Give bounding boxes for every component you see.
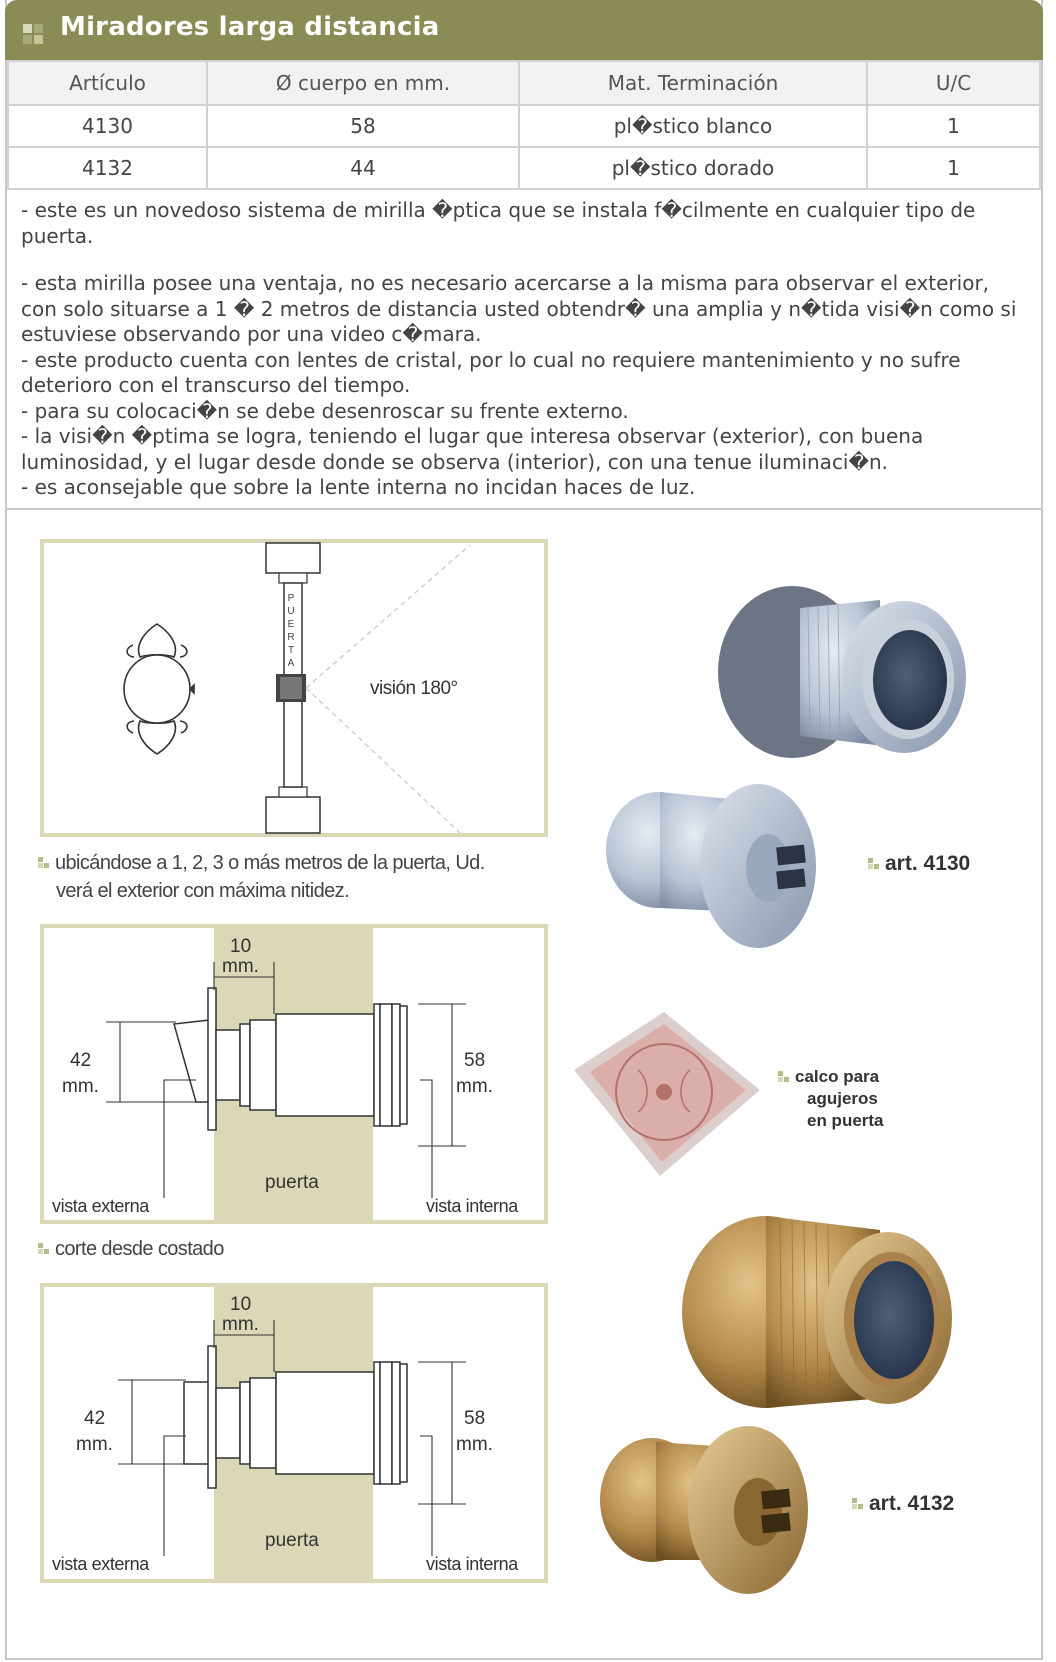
product-label-4132: art. 4132 <box>852 1492 954 1516</box>
bullet-squares-icon <box>868 858 881 871</box>
bullet-squares-icon <box>38 857 51 870</box>
description-paragraph: - esta mirilla posee una ventaja, no es necesario acercarse a la misma para observar el exterior, con solo situarse a 1 � 2 metros de distancia usted obtendr� una amplia y n�tida visi�n como si estuviese observando por una video c�mara. <box>21 271 1017 346</box>
caption-top-view: ubicándose a 1, 2, 3 o más metros de la puerta, Ud. <box>38 852 485 875</box>
dim-58-unit: mm. <box>456 1076 493 1097</box>
page-title: Miradores larga distancia <box>60 12 440 42</box>
dim-10-unit: mm. <box>222 1314 259 1335</box>
dim-42-unit: mm. <box>76 1434 113 1455</box>
caption-top-view-line2: verá el exterior con máxima nitidez. <box>56 880 349 902</box>
product-4130-large-image <box>718 586 966 758</box>
cell-material: pl�stico dorado <box>519 147 867 189</box>
description-paragraph: - es aconsejable que sobre la lente interna no incidan haces de luz. <box>21 475 696 499</box>
top-view-diagram <box>42 541 546 835</box>
bullet-squares-icon <box>852 1498 865 1511</box>
door-label: puerta <box>265 1530 319 1551</box>
door-label: puerta <box>265 1172 319 1193</box>
cell-material: pl�stico blanco <box>519 105 867 147</box>
cell-diametro: 44 <box>207 147 519 189</box>
external-view-label: vista externa <box>52 1554 149 1574</box>
calco-template-image <box>574 1012 760 1176</box>
product-4132-large-image <box>682 1216 952 1408</box>
internal-view-label: vista interna <box>426 1554 518 1574</box>
dim-58-unit: mm. <box>456 1434 493 1455</box>
col-header-uc: U/C <box>867 61 1040 105</box>
cell-uc: 1 <box>867 147 1040 189</box>
cell-uc: 1 <box>867 105 1040 147</box>
description-paragraph: - este es un novedoso sistema de mirilla �ptica que se instala f�cilmente en cualquier tipo de puerta. <box>21 198 976 248</box>
cell-articulo: 4132 <box>8 147 207 189</box>
cell-diametro: 58 <box>207 105 519 147</box>
dim-42-unit: mm. <box>62 1076 99 1097</box>
door-vertical-label: P U E R T A <box>287 593 295 669</box>
dim-10-label: 10 <box>230 1294 252 1315</box>
product-label-4130: art. 4130 <box>868 852 970 876</box>
product-4132-small-image <box>600 1426 808 1594</box>
description-paragraph: - este producto cuenta con lentes de cristal, por lo cual no requiere mantenimiento y no sufre deterioro con el transcurso del tiempo. <box>21 347 961 397</box>
cell-articulo: 4130 <box>8 105 207 147</box>
dim-42-label: 42 <box>70 1050 92 1071</box>
dim-10-unit: mm. <box>222 956 259 977</box>
description-paragraph: - la visi�n �ptima se logra, teniendo el lugar que interesa observar (exterior), con buena luminosidad, y el lugar desde donde se observa (interior), con una tenue iluminaci�n. <box>21 424 924 474</box>
col-header-articulo: Artículo <box>8 61 207 105</box>
bullet-squares-icon <box>778 1071 791 1084</box>
product-4130-small-image <box>606 784 816 948</box>
bullet-squares-icon <box>38 1243 51 1256</box>
dim-10-label: 10 <box>230 936 252 957</box>
internal-view-label: vista interna <box>426 1196 518 1216</box>
calco-label: calco para agujeros en puerta <box>778 1066 884 1132</box>
col-header-material: Mat. Terminación <box>519 61 867 105</box>
caption-side-cut: corte desde costado <box>38 1238 224 1261</box>
external-view-label: vista externa <box>52 1196 149 1216</box>
dim-42-label: 42 <box>84 1408 106 1429</box>
col-header-diametro: Ø cuerpo en mm. <box>207 61 519 105</box>
vision-angle-label: visión 180° <box>370 678 458 699</box>
description-paragraph: - para su colocaci�n se debe desenroscar su frente externo. <box>21 398 629 423</box>
dim-58-label: 58 <box>464 1408 486 1429</box>
dim-58-label: 58 <box>464 1050 486 1071</box>
